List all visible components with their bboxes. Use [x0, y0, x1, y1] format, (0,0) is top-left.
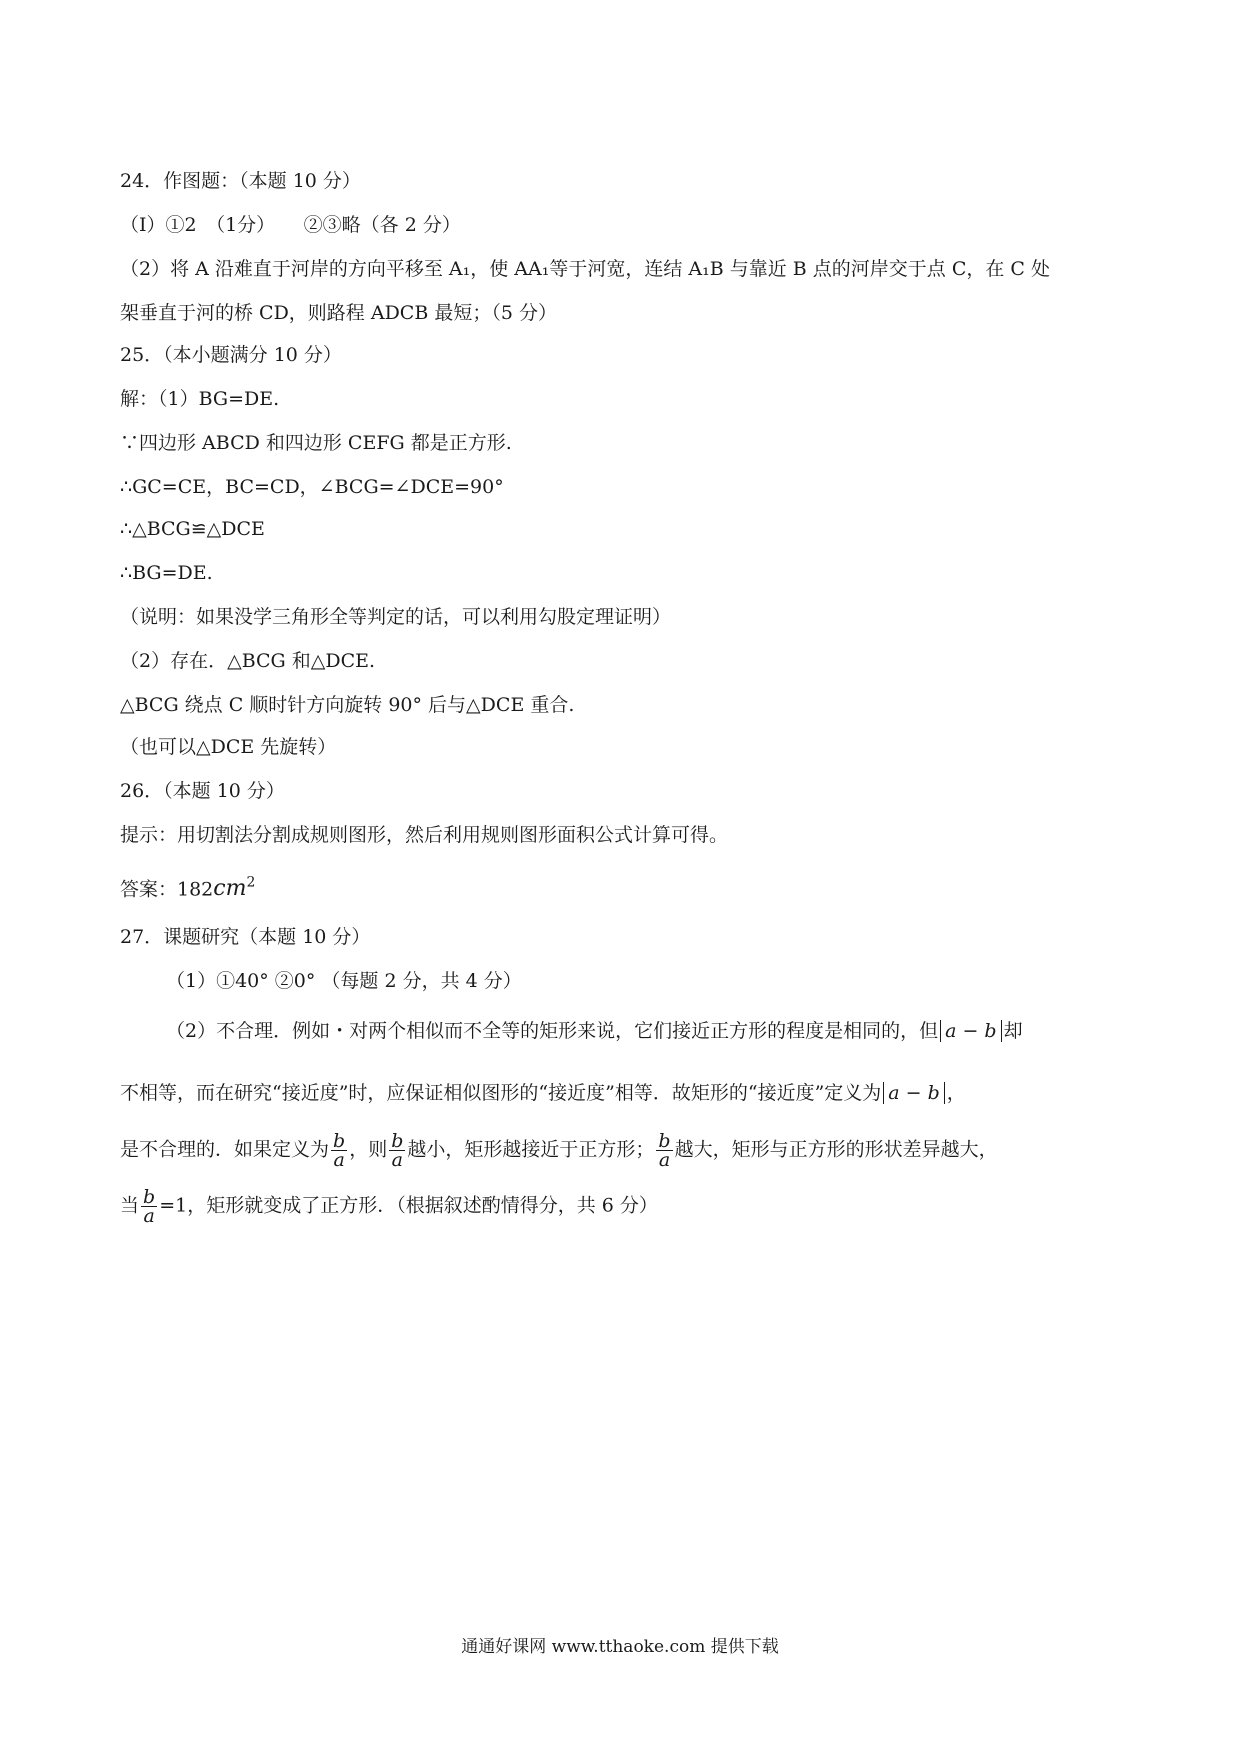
- text-seg: ，则: [349, 1138, 388, 1161]
- abs-expression: a − b: [883, 1082, 945, 1104]
- unit-exponent: 2: [246, 875, 256, 891]
- q27-part2-line3: [120, 1132, 998, 1169]
- text-seg: =1，矩形就变成了正方形．（根据叙述酌情得分，共 6 分）: [159, 1194, 658, 1217]
- fraction-numerator: b: [333, 1130, 346, 1152]
- page-footer: 通通好课网 www.tthaoke.com 提供下载: [461, 1637, 779, 1657]
- text-seg: 当: [120, 1194, 140, 1217]
- q24-part1: （I）①2 （1分） ②③略（各 2 分）: [120, 214, 461, 236]
- q25-proof-line2: ∴GC=CE，BC=CD，∠BCG=∠DCE=90°: [120, 476, 504, 498]
- text-seg: 越大，矩形与正方形的形状差异越大，: [674, 1138, 998, 1161]
- text-seg: 是不合理的．如果定义为: [120, 1138, 330, 1161]
- text-seg: 却: [1003, 1020, 1023, 1042]
- q26-answer: [120, 870, 255, 902]
- q26-title: 26．（本题 10 分）: [120, 780, 285, 802]
- fraction-denominator: a: [333, 1149, 345, 1171]
- q24-part2-line1: （2）将 A 沿难直于河岸的方向平移至 A₁，使 AA₁等于河宽，连结 A₁B 与靠近 B 点的河岸交于点 C，在 C 处: [120, 258, 1050, 280]
- fraction-numerator: b: [391, 1130, 404, 1152]
- fraction-b-over-a: [389, 1132, 405, 1169]
- q25-part2-rotation: △BCG 绕点 C 顺时针方向旋转 90° 后与△DCE 重合.: [120, 694, 575, 716]
- fraction-numerator: b: [658, 1130, 671, 1152]
- fraction-b-over-a: [141, 1188, 157, 1225]
- q27-part2-line1: [166, 1018, 1023, 1044]
- fraction-denominator: a: [391, 1149, 403, 1171]
- q25-part2: （2）存在．△BCG 和△DCE.: [120, 650, 376, 672]
- q26-hint: 提示：用切割法分割成规则图形，然后利用规则图形面积公式计算可得。: [120, 824, 729, 846]
- fraction-denominator: a: [143, 1205, 155, 1227]
- q25-proof-line3: ∴△BCG≌△DCE: [120, 518, 265, 540]
- fraction-denominator: a: [658, 1149, 671, 1171]
- q25-proof-line4: ∴BG=DE.: [120, 562, 213, 584]
- text-seg: 越小，矩形越接近于正方形；: [407, 1138, 655, 1161]
- text-seg: （2）不合理．例如・对两个相似而不全等的矩形来说，它们接近正方形的程度是相同的，但: [166, 1020, 939, 1042]
- abs-expression: a − b: [940, 1020, 1002, 1042]
- q25-part2-alt: （也可以△DCE 先旋转）: [120, 736, 337, 758]
- fraction-b-over-a: [656, 1132, 672, 1169]
- q27-part1: （1）①40° ②0° （每题 2 分，共 4 分）: [166, 970, 522, 992]
- q24-part2-line2: 架垂直于河的桥 CD，则路程 ADCB 最短；（5 分）: [120, 302, 557, 324]
- q25-proof-line1: ∵四边形 ABCD 和四边形 CEFG 都是正方形.: [120, 432, 512, 454]
- text-seg: ，: [946, 1082, 966, 1104]
- q27-part2-line4: [120, 1188, 658, 1225]
- q27-title: 27．课题研究（本题 10 分）: [120, 926, 371, 948]
- q25-title: 25．（本小题满分 10 分）: [120, 344, 342, 366]
- unit-cm: cm: [213, 876, 247, 902]
- q26-answer-text: 答案：182: [120, 878, 214, 901]
- fraction-b-over-a: [331, 1132, 347, 1169]
- q24-title: 24．作图题：（本题 10 分）: [120, 170, 361, 192]
- fraction-numerator: b: [143, 1186, 156, 1208]
- q25-note: （说明：如果没学三角形全等判定的话，可以利用勾股定理证明）: [120, 606, 672, 628]
- area-unit: [213, 876, 255, 901]
- q27-part2-line2: [120, 1080, 966, 1106]
- text-seg: 不相等，而在研究“接近度”时，应保证相似图形的“接近度”相等．故矩形的“接近度”定义为: [120, 1082, 882, 1104]
- q25-answer1: 解：（1）BG=DE.: [120, 388, 280, 410]
